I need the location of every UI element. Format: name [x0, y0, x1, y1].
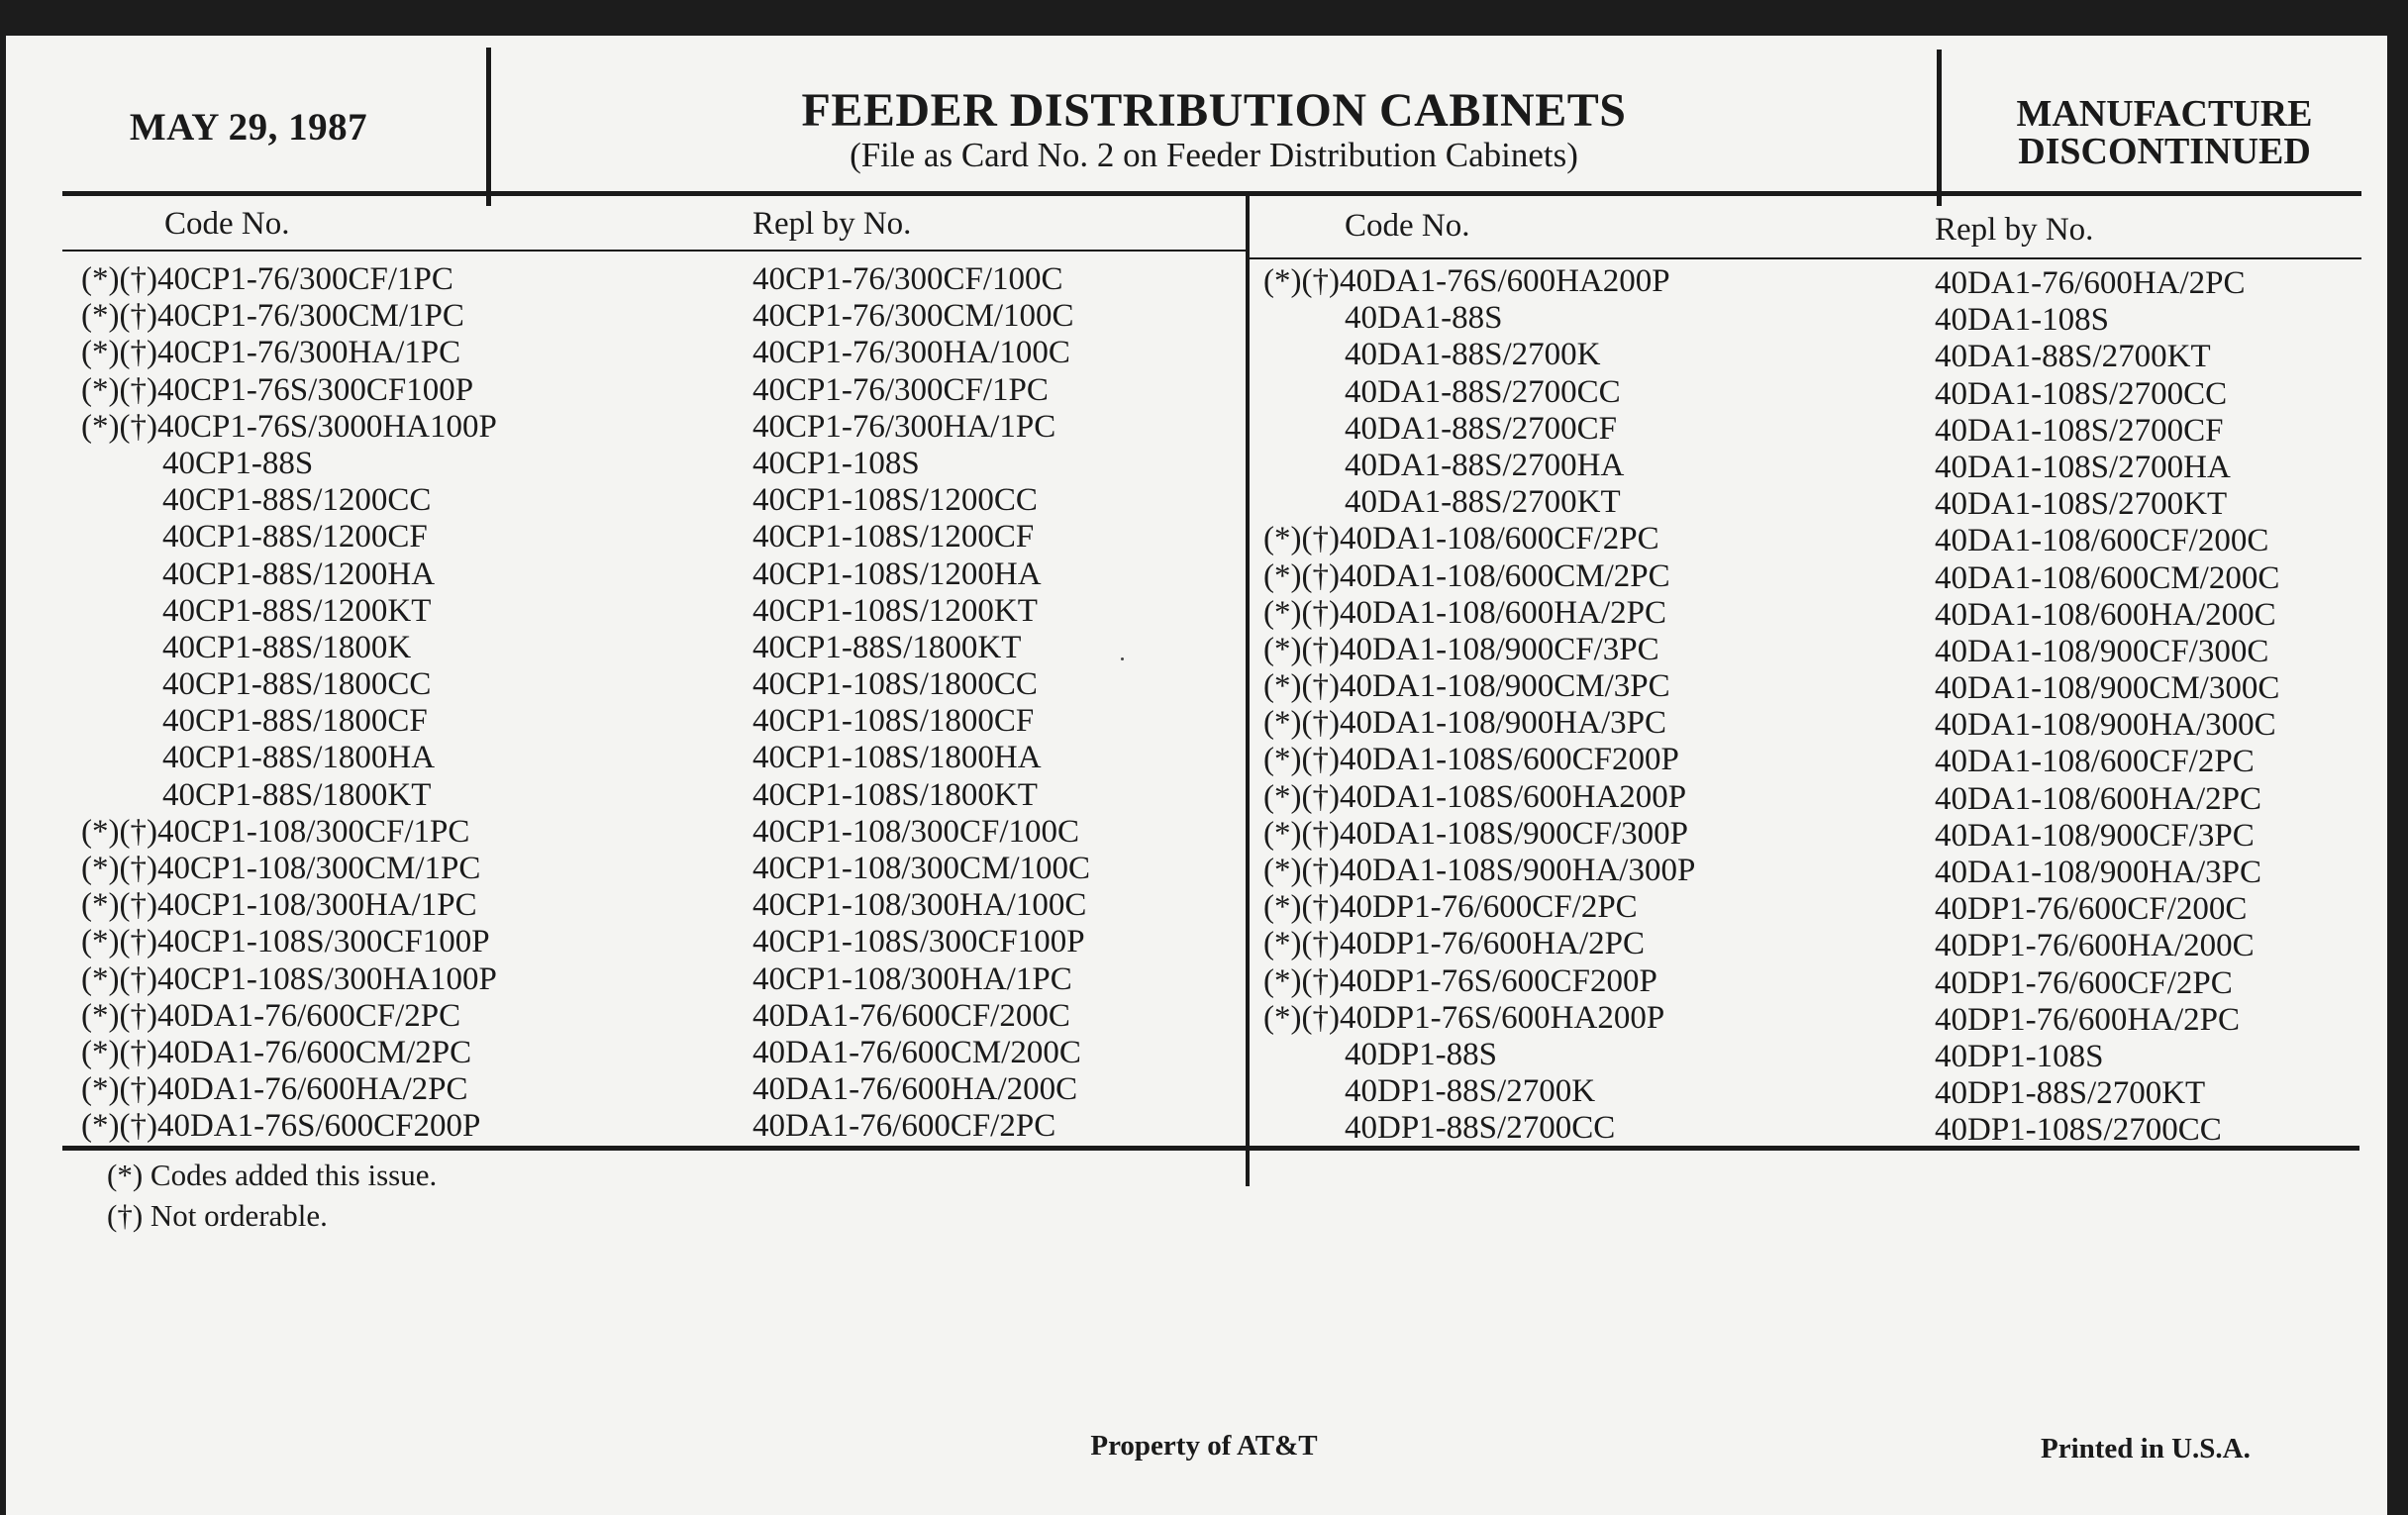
list-item: 40DA1-76/600CF/2PC — [752, 1108, 1056, 1145]
list-item: (*)(†)40DA1-108/600CM/2PC — [1263, 557, 1670, 594]
left-repl-header: Repl by No. — [752, 206, 912, 242]
document-subtitle: (File as Card No. 2 on Feeder Distribution Cabinets) — [850, 136, 1578, 174]
print-speck — [1121, 657, 1124, 660]
left-code-list — [81, 261, 497, 1146]
table-center-divider — [1246, 194, 1250, 1186]
list-item: 40DA1-88S/2700KT — [1345, 484, 1621, 521]
list-item: 40DA1-108S/2700KT — [1935, 486, 2228, 523]
list-item: (*)(†)40DA1-108/900HA/3PC — [1263, 705, 1666, 742]
list-item: 40DA1-108S — [1935, 302, 2110, 339]
list-item: (*)(†)40CP1-76S/300CF100P — [81, 371, 474, 408]
list-item: 40DA1-108/900CM/300C — [1935, 670, 2280, 707]
list-item: 40CP1-108/300CF/100C — [752, 813, 1080, 850]
list-item: (*)(†)40DA1-108S/900CF/300P — [1263, 815, 1689, 852]
list-item: (*)(†)40CP1-108S/300CF100P — [81, 924, 490, 960]
left-code-header: Code No. — [164, 206, 290, 242]
list-item: 40DA1-76/600CF/200C — [752, 997, 1070, 1034]
list-item: 40CP1-88S/1200HA — [162, 556, 436, 592]
list-item: 40CP1-108S/1800HA — [752, 740, 1042, 776]
list-item: 40CP1-108S/1800CF — [752, 703, 1035, 740]
list-item: (*)(†)40DA1-76/600CM/2PC — [81, 1034, 472, 1070]
list-item: 40DP1-88S/2700K — [1345, 1073, 1596, 1110]
status-line-2: DISCONTINUED — [2018, 131, 2311, 172]
list-item: 40CP1-88S/1200KT — [162, 592, 432, 629]
list-item: 40CP1-108/300HA/100C — [752, 887, 1087, 924]
list-item: 40CP1-88S/1800CF — [162, 703, 428, 740]
list-item: (*)(†)40CP1-108S/300HA100P — [81, 960, 497, 997]
list-item: (*)(†)40CP1-108/300CM/1PC — [81, 851, 481, 886]
list-item: 40CP1-108S/300CF100P — [752, 924, 1085, 960]
list-item: 40DA1-108/900HA/3PC — [1935, 855, 2262, 890]
list-item: 40CP1-88S/1800KT — [162, 776, 432, 813]
note-not-orderable: (†) Not orderable. — [107, 1198, 328, 1233]
list-item: 40CP1-88S/1800CC — [162, 666, 432, 703]
list-item: (*)(†)40DA1-76/600HA/2PC — [81, 1071, 468, 1108]
note-added: (*) Codes added this issue. — [107, 1158, 438, 1192]
header-divider-right — [1937, 50, 1942, 206]
list-item: 40CP1-108S — [752, 445, 920, 481]
list-item: 40DA1-88S/2700HA — [1345, 447, 1625, 483]
list-item: (*)(†)40DA1-108S/900HA/300P — [1263, 853, 1696, 888]
list-item: 40CP1-88S/1800HA — [162, 740, 436, 776]
list-item: (*)(†)40DP1-76S/600HA200P — [1263, 999, 1665, 1036]
right-repl-list — [1935, 265, 2279, 1150]
list-item: 40CP1-76/300CM/100C — [752, 298, 1074, 335]
list-item: 40DP1-76/600CF/200C — [1935, 891, 2248, 928]
list-item: 40CP1-76/300HA/100C — [752, 335, 1070, 371]
list-item: 40DP1-76/600HA/2PC — [1935, 1001, 2241, 1038]
list-item: 40CP1-108S/1200KT — [752, 592, 1038, 629]
list-item: 40DP1-108S — [1935, 1038, 2104, 1074]
document-title: FEEDER DISTRIBUTION CABINETS — [801, 84, 1627, 137]
list-item: 40DA1-108/900HA/300C — [1935, 707, 2276, 744]
list-item: (*)(†)40CP1-108/300CF/1PC — [81, 813, 470, 850]
right-repl-header: Repl by No. — [1935, 212, 2094, 248]
list-item: 40DA1-88S/2700KT — [1935, 339, 2211, 375]
list-item: 40DA1-88S/2700CC — [1345, 373, 1621, 410]
list-item: 40DA1-108S/2700HA — [1935, 449, 2231, 485]
scan-right-border — [2387, 36, 2408, 1515]
list-item: 40DA1-108/600CF/2PC — [1935, 744, 2255, 780]
header-rule — [62, 191, 2361, 196]
list-item: 40DA1-88S — [1345, 300, 1503, 337]
list-item: 40DP1-88S/2700KT — [1935, 1075, 2206, 1112]
list-item: 40DA1-76/600HA/2PC — [1935, 265, 2246, 301]
list-item: 40CP1-76/300HA/1PC — [752, 408, 1056, 445]
list-item: 40DA1-108/600HA/200C — [1935, 596, 2276, 633]
list-item: 40DP1-88S/2700CC — [1345, 1110, 1616, 1147]
list-item: 40CP1-88S/1200CF — [162, 519, 428, 556]
column-header-rule-right — [1249, 257, 2361, 259]
property-notice: Property of AT&T — [1090, 1430, 1318, 1462]
list-item: (*)(†)40CP1-76/300CM/1PC — [81, 298, 464, 335]
list-item: 40DA1-108/900CF/300C — [1935, 633, 2269, 669]
right-code-header: Code No. — [1345, 208, 1470, 244]
list-item: 40DA1-108/600HA/2PC — [1935, 780, 2262, 817]
list-item: 40DA1-76/600CM/200C — [752, 1034, 1081, 1070]
list-item: (*)(†)40DA1-108/900CF/3PC — [1263, 631, 1659, 667]
footnotes — [107, 1155, 437, 1236]
document-card — [6, 36, 2387, 1515]
list-item: 40DP1-108S/2700CC — [1935, 1112, 2222, 1149]
list-item: 40CP1-108S/1200CF — [752, 519, 1035, 556]
list-item: 40CP1-108S/1200CC — [752, 482, 1038, 519]
list-item: 40CP1-88S/1800K — [162, 629, 412, 665]
list-item: 40DP1-76/600HA/200C — [1935, 928, 2255, 964]
list-item: 40CP1-88S/1200CC — [162, 482, 432, 519]
column-header-rule-left — [62, 250, 1249, 252]
list-item: (*)(†)40CP1-76/300CF/1PC — [81, 261, 453, 297]
status-line-1: MANUFACTURE — [2016, 93, 2313, 135]
list-item: 40CP1-108S/1800CC — [752, 666, 1038, 703]
list-item: (*)(†)40DA1-108/900CM/3PC — [1263, 668, 1670, 705]
list-item: 40CP1-108/300CM/100C — [752, 851, 1091, 886]
title-block — [491, 85, 1937, 174]
list-item: (*)(†)40DA1-108S/600CF200P — [1263, 742, 1679, 778]
list-item: (*)(†)40DA1-108S/600HA200P — [1263, 778, 1687, 815]
list-item: (*)(†)40DA1-76S/600CF200P — [81, 1108, 481, 1145]
list-item: 40CP1-108S/1800KT — [752, 776, 1038, 813]
list-item: 40CP1-88S — [162, 445, 314, 481]
left-repl-list — [752, 261, 1090, 1146]
list-item: (*)(†)40DP1-76S/600CF200P — [1263, 962, 1657, 999]
scan-top-border — [0, 0, 2408, 36]
list-item: 40CP1-108S/1200HA — [752, 556, 1042, 592]
list-item: 40DA1-108/900CF/3PC — [1935, 817, 2255, 854]
issue-date: MAY 29, 1987 — [129, 106, 368, 149]
list-item: 40DA1-108S/2700CC — [1935, 375, 2228, 412]
printed-notice: Printed in U.S.A. — [2041, 1433, 2251, 1464]
status-label — [1976, 95, 2353, 170]
list-item: (*)(†)40CP1-76S/3000HA100P — [81, 408, 497, 445]
right-code-list — [1263, 263, 1695, 1148]
list-item: (*)(†)40DA1-76S/600HA200P — [1263, 263, 1670, 299]
list-item: 40DA1-76/600HA/200C — [752, 1071, 1078, 1108]
list-item: 40DP1-88S — [1345, 1036, 1498, 1072]
list-item: 40CP1-76/300CF/1PC — [752, 371, 1049, 408]
list-item: (*)(†)40CP1-108/300HA/1PC — [81, 887, 477, 924]
list-item: (*)(†)40DA1-76/600CF/2PC — [81, 997, 461, 1034]
list-item: (*)(†)40CP1-76/300HA/1PC — [81, 335, 461, 371]
list-item: 40CP1-76/300CF/100C — [752, 261, 1063, 297]
list-item: 40DP1-76/600CF/2PC — [1935, 964, 2233, 1001]
list-item: 40DA1-108/600CF/200C — [1935, 523, 2269, 559]
list-item: (*)(†)40DA1-108/600CF/2PC — [1263, 521, 1659, 557]
list-item: 40DA1-108/600CM/200C — [1935, 559, 2280, 596]
list-item: (*)(†)40DP1-76/600HA/2PC — [1263, 926, 1645, 962]
list-item: 40DA1-88S/2700CF — [1345, 410, 1618, 447]
list-item: (*)(†)40DP1-76/600CF/2PC — [1263, 889, 1638, 926]
list-item: 40CP1-108/300HA/1PC — [752, 960, 1072, 997]
list-item: (*)(†)40DA1-108/600HA/2PC — [1263, 594, 1666, 631]
list-item: 40DA1-108S/2700CF — [1935, 412, 2224, 449]
list-item: 40DA1-88S/2700K — [1345, 337, 1601, 373]
list-item: 40CP1-88S/1800KT — [752, 629, 1022, 665]
